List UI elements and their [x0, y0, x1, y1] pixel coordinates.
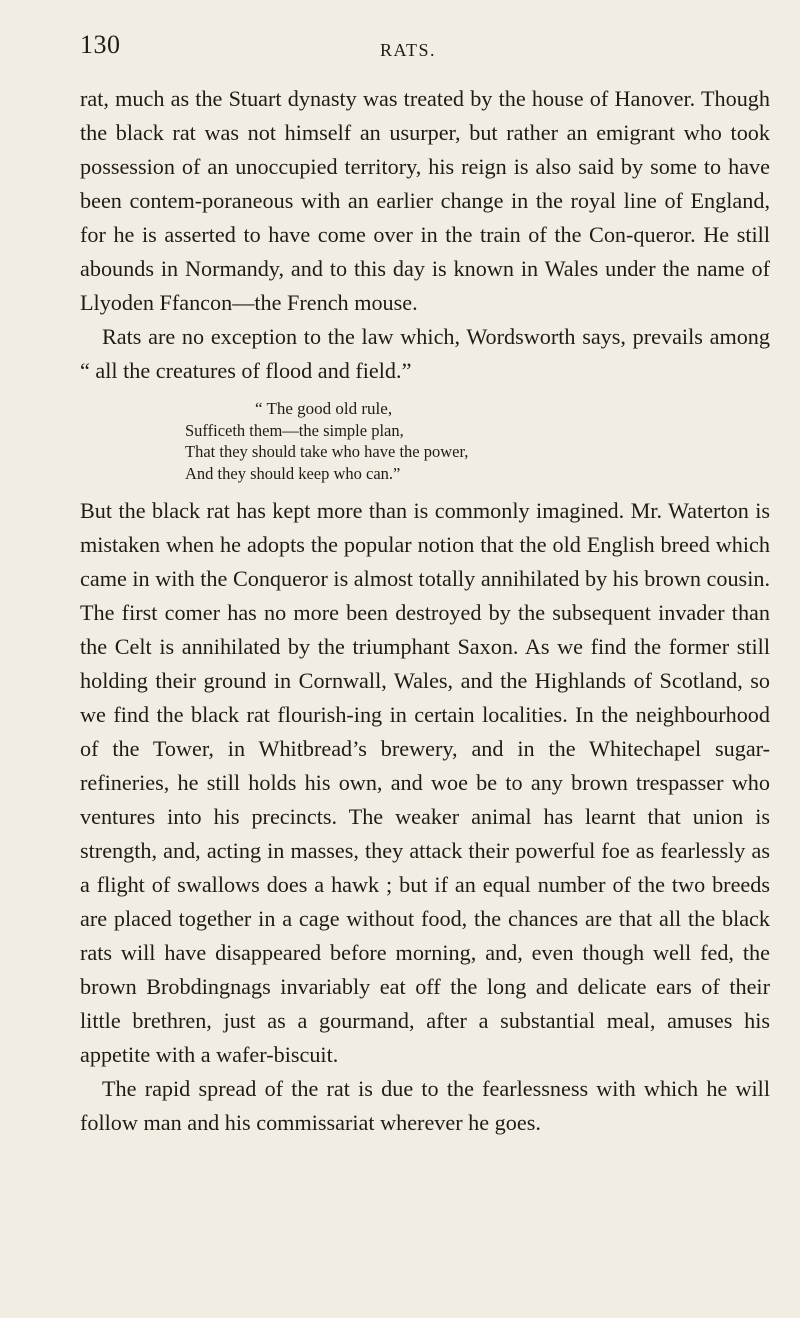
- paragraph-1: rat, much as the Stuart dynasty was treated by the house of Hanover. Though the black rat was not himself an usurper, but rather an emigrant who took possession of an unoccupied territory, his reign is also said by some to have been contem-poraneous with an earlier change in the royal line of England, for he is asserted to have come over in the train of the Con-queror. He still abounds in Normandy, and to this day is known in Wales under the name of Llyoden Ffancon—the French mouse.: [80, 86, 770, 315]
- running-head: RATS.: [380, 40, 437, 60]
- verse-quotation: [185, 398, 770, 484]
- verse-line-3: That they should take who have the power,: [185, 442, 469, 461]
- body-text: [80, 82, 770, 1140]
- paragraph-3: But the black rat has kept more than is commonly imagined. Mr. Waterton is mistaken when he adopts the popular notion that the old English breed which came in with the Conqueror is almost totally annihilated by his brown cousin. The first comer has no more been destroyed by the subsequent invader than the Celt is annihilated by the triumphant Saxon. As we find the former still holding their ground in Cornwall, Wales, and the Highlands of Scotland, so we find the black rat flourish-ing in certain localities. In the neighbourhood of the Tower, in Whitbread’s brewery, and in the Whitechapel sugar-refineries, he still holds his own, and woe be to any brown trespasser who ventures into his precincts. The weaker animal has learnt that union is strength, and, acting in masses, they attack their powerful foe as fearlessly as a flight of swallows does a hawk ; but if an equal number of the two breeds are placed together in a cage without food, the chances are that all the black rats will have disappeared before morning, and, even though well fed, the brown Brobdingnags invariably eat off the long and delicate ears of their little brethren, just as a gourmand, after a substantial meal, amuses his appetite with a wafer-biscuit.: [80, 498, 770, 1067]
- paragraph-4: The rapid spread of the rat is due to the fearlessness with which he will follow man and his commissariat wherever he goes.: [80, 1076, 770, 1135]
- verse-line-4: And they should keep who can.”: [185, 463, 401, 483]
- verse-line-2: Sufficeth them—the simple plan,: [185, 420, 404, 440]
- paragraph-2: Rats are no exception to the law which, Wordsworth says, prevails among “ all the creatures of flood and field.”: [80, 324, 770, 383]
- page-number: 130: [80, 30, 121, 59]
- verse-line-1: “ The good old rule,: [255, 399, 393, 418]
- page-header: [80, 30, 760, 70]
